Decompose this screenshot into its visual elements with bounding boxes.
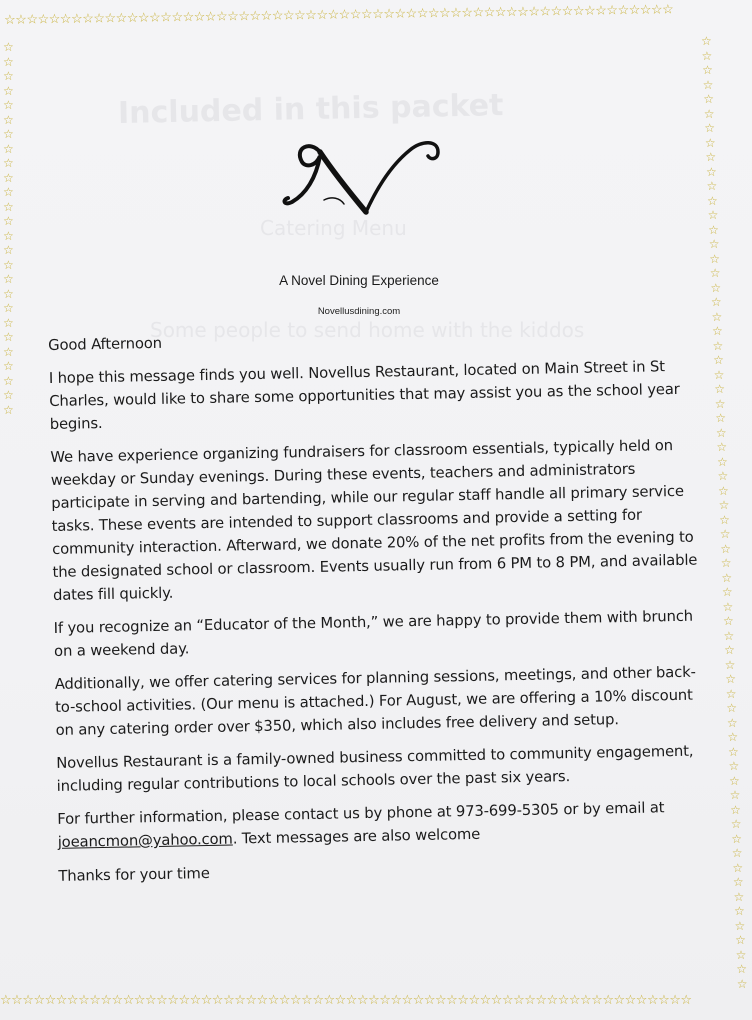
greeting: Good Afternoon (48, 334, 163, 354)
contact-text: For further information, please contact us by phone at 973-699-5305 or by email at (57, 799, 665, 828)
email-link[interactable]: joeancmon@yahoo.com (57, 830, 233, 851)
paragraph-fundraisers: We have experience organizing fundraisers for classroom essentials, typically held on weekday or Sunday evenings. During these events, teachers and administrators participate in serving and bartending, while our regular staff handle all primary service tasks. These events are intended to support classrooms and provide a setting for community interaction. Afterward, we donate 20% of the net profits from the evening to the designated school or classroom. Events usually run from 6 PM to 8 PM, and available dates fill quickly. (50, 437, 698, 604)
bleed-through-text: Included in this packet (117, 87, 504, 132)
star-border-bottom-icon: ☆☆☆☆☆☆☆☆☆☆☆☆☆☆☆☆☆☆☆☆☆☆☆☆☆☆☆☆☆☆☆☆☆☆☆☆☆☆☆☆☆☆☆☆☆☆☆☆☆☆☆☆☆☆☆☆☆☆☆☆☆☆ (0, 994, 692, 1008)
paragraph-intro: I hope this message finds you well. Novellus Restaurant, located on Main Street in St Charles, would like to share some opportunities that may assist you as the school year begins. (48, 358, 680, 433)
contact-suffix: . Text messages are also welcome (232, 825, 481, 848)
paragraph-family-owned: Novellus Restaurant is a family-owned business committed to community engagement, including regular contributions to local schools over the past six years. (56, 742, 694, 795)
paragraph-contact (57, 795, 708, 853)
letter-body (48, 322, 709, 888)
paragraph-educator: If you recognize an “Educator of the Month,” we are happy to provide them with brunch on a weekend day. (53, 607, 694, 660)
website-text: Novellusdining.com (317, 306, 401, 317)
tagline: A Novel Dining Experience (279, 273, 439, 288)
paragraph-catering: Additionally, we offer catering services for planning sessions, meetings, and other back-to-school activities. (Our menu is attached.) For August, we are offering a 10% discount on any catering order over $350, which also includes free delivery and setup. (54, 663, 696, 739)
signoff: Thanks for your time (58, 864, 210, 885)
novellus-monogram-logo (280, 130, 444, 220)
star-border-left-icon: ☆☆☆☆☆☆☆☆☆☆☆☆☆☆☆☆☆☆☆☆☆☆☆☆☆☆ (3, 40, 14, 417)
star-border-top-icon: ☆☆☆☆☆☆☆☆☆☆☆☆☆☆☆☆☆☆☆☆☆☆☆☆☆☆☆☆☆☆☆☆☆☆☆☆☆☆☆☆☆☆☆☆☆☆☆☆☆☆☆☆☆☆☆☆☆☆☆☆ (4, 2, 674, 28)
bleed-through-text: Some people to send home with the kiddos (150, 318, 585, 342)
bleed-through-text: Catering Menu (260, 216, 407, 240)
star-border-right-icon: ☆ ☆ ☆ ☆ ☆ ☆ ☆ ☆ ☆ ☆ ☆ ☆ ☆ ☆ ☆ ☆ ☆ ☆ ☆ ☆ ☆ ☆ ☆ ☆ ☆ ☆ ☆ ☆ ☆ ☆ ☆ ☆ ☆ ☆ ☆ ☆ ☆ ☆ ☆ ☆ ☆ ☆ ☆ ☆ ☆ ☆ ☆ ☆ ☆ ☆ ☆ ☆ ☆ ☆ ☆ ☆ ☆ ☆ ☆ ☆ ☆ ☆ ☆ ☆ ☆ ☆ (701, 34, 748, 991)
